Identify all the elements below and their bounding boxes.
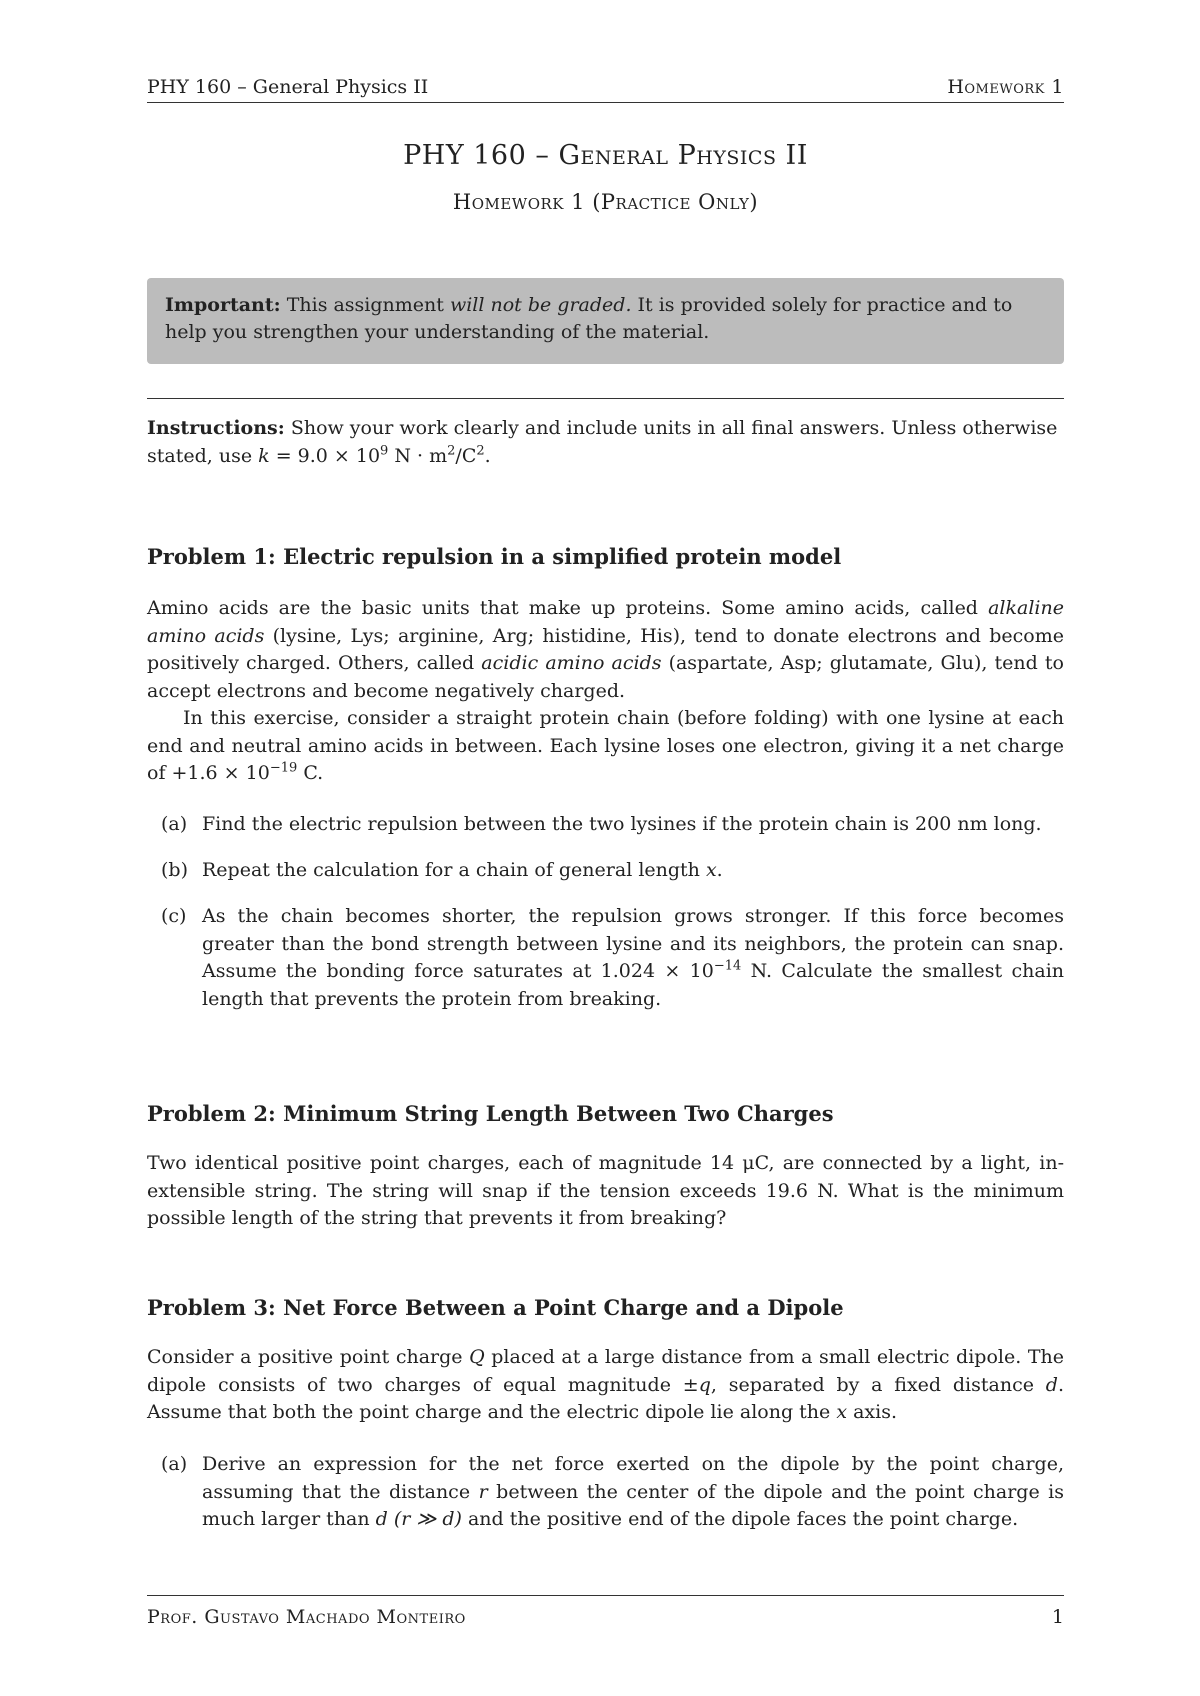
p1-para2-exponent: −19 [269, 760, 298, 776]
notice-text-a: This assignment [286, 294, 444, 316]
document-title [147, 140, 1064, 171]
problem-1-paragraph-1 [147, 595, 1064, 705]
k-value: = 9.0 × 10 [275, 445, 381, 467]
header-course: PHY 160 – General Physics II [147, 76, 429, 98]
part-text [202, 903, 1064, 1013]
p1-para2-text: In this exercise, consider a straight protein chain (before folding) with one lysine at each end and neutral amino acids in between. Each lysine loses one electron, giving it a net charge of +1.6 × 10 [147, 707, 1064, 784]
notice-label: Important: [165, 294, 281, 316]
p3-text-b: placed at a large distance from a small electric dipole. The dipole consists of two charges of equal magnitude ± [147, 1346, 1064, 1396]
p1-text-a: Amino acids are the basic units that make up proteins. Some amino acids, called [147, 597, 978, 619]
p1-term-alkaline: alkaline amino acids [147, 597, 1064, 647]
part-label: (b) [161, 859, 188, 881]
k-unit-a: N · m [394, 445, 448, 467]
part-b-text: Repeat the calculation for a chain of general length [202, 859, 700, 881]
part-c-text-a: As the chain becomes shorter, the repulsion grows stronger. If this force becomes greater than the bond strength between lysine and its neighbors, the protein can snap. Assume the bonding force saturates at 1.024 × 10 [202, 905, 1064, 982]
variable-r: r [478, 1480, 488, 1503]
page-number: 1 [1051, 1606, 1064, 1628]
instructions [147, 414, 1064, 470]
k-end: . [484, 445, 491, 467]
part-b-end: . [716, 859, 723, 881]
part-label: (a) [161, 1453, 188, 1475]
problem-1-heading: Problem 1: Electric repulsion in a simplified protein model [147, 544, 842, 569]
k-exponent: 9 [380, 443, 389, 459]
p1-para2-unit: C. [303, 762, 324, 784]
part-text [202, 857, 1064, 885]
p3a-text-b: between the center of the dipole and the point charge is much larger than [202, 1480, 1065, 1530]
p3a-text-c: and the positive end of the dipole faces the point charge. [467, 1508, 1019, 1530]
instructions-label: Instructions: [147, 417, 285, 439]
problem-2-text: Two identical positive point charges, each of magnitude 14 μC, are connected by a light, in-extensible string. The string will snap if the tension exceeds 19.6 N. What is the minimum possible length of the string that prevents it from breaking? [147, 1152, 1064, 1229]
notice-text-b: It is provided solely for practice and to help you strengthen your understanding of the material. [165, 294, 1013, 343]
condition-r-much-greater-d: (r ≫ d) [393, 1508, 462, 1530]
p3a-text-a: Derive an expression for the net force exerted on the dipole by the point charge, assuming that the distance [202, 1453, 1064, 1503]
p3-text-d: . Assume that both the point charge and the electric dipole lie along the [147, 1373, 1064, 1423]
notice-emphasis: will not be graded. [449, 294, 632, 316]
part-text [202, 1451, 1064, 1534]
variable-x: x [705, 859, 717, 881]
k-unit-b: /C [455, 445, 477, 467]
document-subtitle [147, 190, 1064, 214]
part-label: (c) [161, 905, 187, 927]
variable-Q: Q [469, 1346, 485, 1368]
problem-3-paragraph [147, 1344, 1064, 1427]
constant-k: k [258, 445, 270, 467]
part-label: (a) [161, 813, 188, 835]
p1-term-acidic: acidic amino acids [481, 652, 662, 674]
variable-d: d [1045, 1373, 1058, 1396]
p3-text-e: axis. [853, 1401, 898, 1423]
p3-text-a: Consider a positive point charge [147, 1346, 463, 1368]
variable-d: d [375, 1508, 388, 1530]
title-sub: Homework 1 (Practice Only) [452, 190, 759, 214]
part-text: Find the electric repulsion between the two lysines if the protein chain is 200 nm long. [202, 813, 1042, 835]
header-homework: Homework 1 [947, 76, 1064, 98]
problem-2-heading: Problem 2: Minimum String Length Between Two Charges [147, 1101, 834, 1126]
running-footer [147, 1606, 1064, 1628]
problem-1-paragraph-2 [147, 705, 1064, 788]
title-main: PHY 160 – General Physics II [403, 140, 808, 171]
k-unit-exp1: 2 [447, 443, 456, 459]
important-notice-box [147, 278, 1064, 364]
variable-q: q [698, 1373, 711, 1396]
variable-x: x [836, 1401, 848, 1423]
footer-rule [147, 1595, 1064, 1596]
p3-text-c: , separated by a fixed distance [710, 1373, 1034, 1396]
p1-text-c: (aspartate, Asp; glutamate, Glu), tend to accept electrons and become negatively charged. [147, 652, 1064, 702]
running-header [147, 70, 1064, 103]
section-divider [147, 398, 1064, 399]
instructions-text: Show your work clearly and include units in all final answers. Unless otherwise stated, use [147, 417, 1058, 467]
part-c-exponent: −14 [713, 958, 742, 974]
p1-text-b: (lysine, Lys; arginine, Arg; histidine, His), tend to donate electrons and become positively charged. Others, called [147, 624, 1064, 674]
footer-author: Prof. Gustavo Machado Monteiro [147, 1606, 466, 1628]
k-unit-exp2: 2 [476, 443, 485, 459]
part-c-text-b: N. Calculate the smallest chain length that prevents the protein from breaking. [202, 960, 1065, 1010]
problem-3-heading: Problem 3: Net Force Between a Point Charge and a Dipole [147, 1295, 844, 1320]
